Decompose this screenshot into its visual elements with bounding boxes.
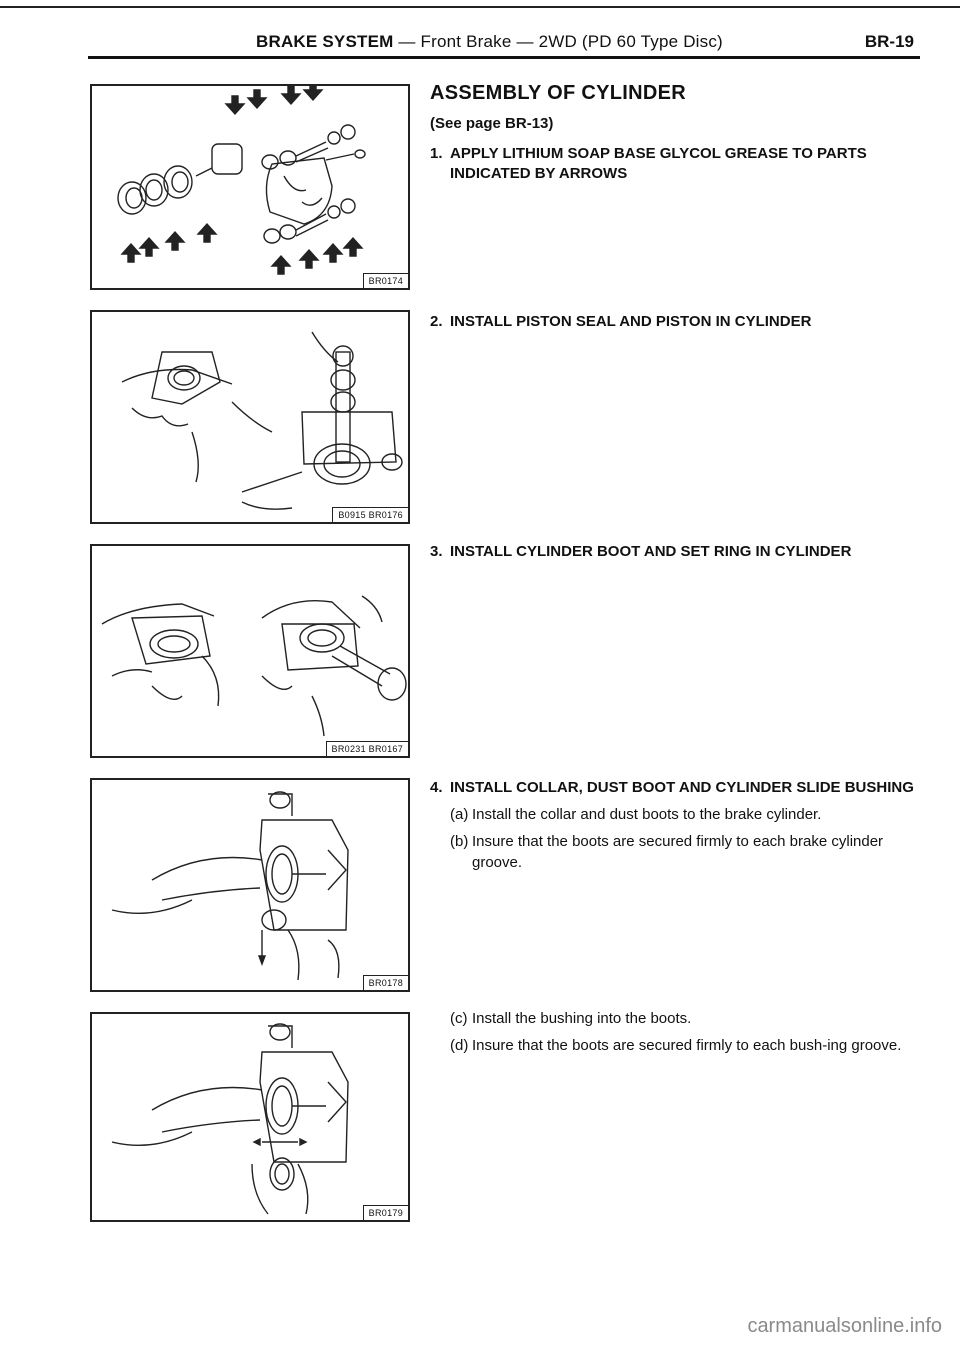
header-title	[256, 32, 723, 52]
header-subtitle: — Front Brake — 2WD (PD 60 Type Disc)	[393, 32, 723, 51]
figure-boot-install	[90, 544, 410, 758]
figure-piston-install	[90, 310, 410, 524]
step-text: INSTALL CYLINDER BOOT AND SET RING IN CYLINDER	[450, 543, 852, 560]
figure-bushing	[90, 1012, 410, 1222]
step-3	[430, 542, 920, 562]
substep-b	[450, 831, 920, 873]
page-reference: (See page BR-13)	[430, 115, 554, 132]
substep-text: Insure that the boots are secured firmly to each brake cylinder groove.	[472, 833, 884, 871]
boot-install-illustration	[92, 546, 410, 758]
substep-a	[450, 804, 920, 825]
substep-text: Install the bushing into the boots.	[472, 1010, 692, 1027]
bushing-illustration	[92, 1014, 410, 1222]
figure-code: BR0174	[363, 273, 408, 288]
header-rule	[88, 56, 920, 59]
section-heading: ASSEMBLY OF CYLINDER	[430, 82, 687, 104]
header-section: BRAKE SYSTEM	[256, 32, 394, 51]
step-1	[430, 144, 920, 184]
step-4-continued	[430, 1008, 920, 1056]
substep-text: Insure that the boots are secured firmly to each bush-ing groove.	[472, 1037, 902, 1054]
page-number: BR-19	[864, 32, 914, 51]
figure-code: BR0231 BR0167	[326, 741, 408, 756]
assembly-section	[430, 82, 920, 184]
step-text: INSTALL PISTON SEAL AND PISTON IN CYLINDER	[450, 313, 812, 330]
figure-code: B0915 BR0176	[332, 507, 408, 522]
substep-d	[450, 1035, 920, 1056]
substep-label: (b)	[450, 833, 469, 850]
step-2-block	[430, 312, 920, 332]
top-rule	[0, 6, 960, 8]
substep-text: Install the collar and dust boots to the brake cylinder.	[472, 806, 822, 823]
dust-boot-illustration	[92, 780, 410, 992]
step-number: 3.	[430, 543, 443, 560]
step-text: APPLY LITHIUM SOAP BASE GLYCOL GREASE TO PARTS INDICATED BY ARROWS	[450, 145, 867, 182]
piston-install-illustration	[92, 312, 410, 524]
substep-c	[450, 1008, 920, 1029]
step-number: 4.	[430, 779, 443, 796]
substep-label: (a)	[450, 806, 469, 823]
step-2	[430, 312, 920, 332]
figure-code: BR0179	[363, 1205, 408, 1220]
step-number: 2.	[430, 313, 443, 330]
step-4	[430, 778, 920, 798]
step-3-block	[430, 542, 920, 562]
step-4-block	[430, 778, 920, 873]
caliper-exploded-illustration	[92, 86, 410, 290]
step-number: 1.	[430, 145, 443, 162]
watermark: carmanualsonline.info	[747, 1315, 942, 1337]
page-header	[88, 32, 920, 64]
figure-dust-boot	[90, 778, 410, 992]
substep-label: (d)	[450, 1037, 469, 1054]
substep-label: (c)	[450, 1010, 468, 1027]
step-text: INSTALL COLLAR, DUST BOOT AND CYLINDER SLIDE BUSHING	[450, 779, 914, 796]
figure-grease-points	[90, 84, 410, 290]
figure-code: BR0178	[363, 975, 408, 990]
